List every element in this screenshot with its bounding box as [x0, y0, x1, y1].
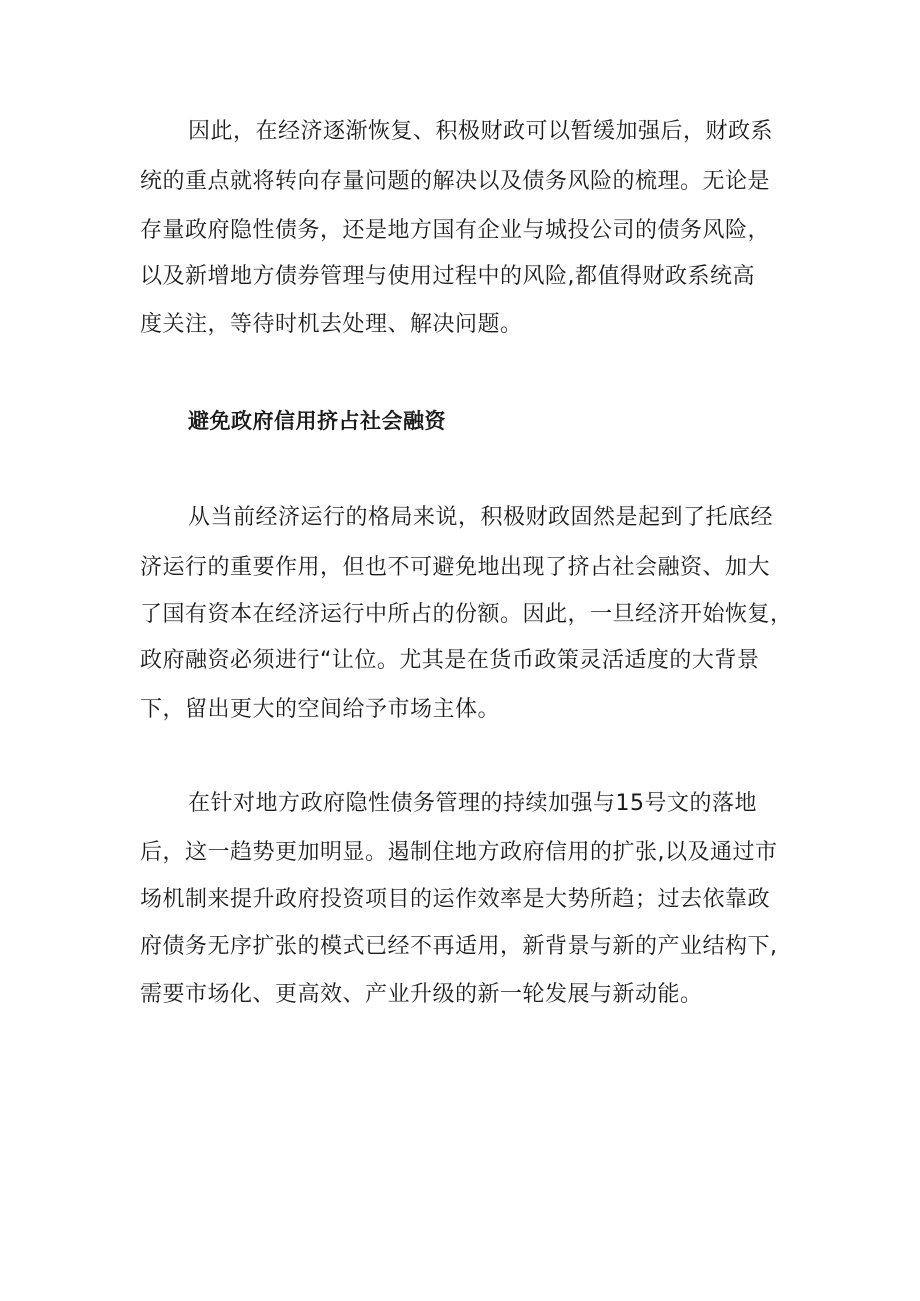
paragraph-3-line-3: 场机制来提升政府投资项目的运作效率是大势所趋；过去依靠政	[140, 887, 771, 912]
paragraph-1-line-5: 度关注，等待时机去处理、解决问题。	[140, 312, 523, 337]
paragraph-3-line-5: 需要市场化、更高效、产业升级的新一轮发展与新动能。	[140, 982, 703, 1007]
paragraph-3-line-1: 在针对地方政府隐性债务管理的持续加强与15号文的落地	[188, 791, 757, 816]
paragraph-1-line-4: 以及新增地方债券管理与使用过程中的风险,都值得财政系统高	[140, 264, 755, 289]
paragraph-2-line-2: 济运行的重要作用，但也不可避免地出现了挤占社会融资、加大	[140, 555, 771, 580]
paragraph-2-line-3: 了国有资本在经济运行中所占的份额。因此，一旦经济开始恢复，	[140, 602, 793, 627]
paragraph-3-line-4: 府债务无序扩张的模式已经不再适用，新背景与新的产业结构下,	[140, 934, 778, 959]
paragraph-1-line-1: 因此，在经济逐渐恢复、积极财政可以暂缓加强后，财政系	[188, 119, 774, 144]
section-heading: 避免政府信用挤占社会融资	[188, 409, 446, 433]
paragraph-2-line-5: 下，留出更大的空间给予市场主体。	[140, 697, 501, 722]
paragraph-2-line-4: 政府融资必须进行“让位。尤其是在货币政策灵活适度的大背景	[140, 648, 760, 673]
paragraph-2-line-1: 从当前经济运行的格局来说，积极财政固然是起到了托底经	[188, 505, 774, 530]
paragraph-3-line-2: 后，这一趋势更加明显。遏制住地方政府信用的扩张,以及通过市	[140, 840, 778, 865]
paragraph-1-line-2: 统的重点就将转向存量问题的解决以及债务风险的梳理。无论是	[140, 169, 771, 194]
paragraph-1-line-3: 存量政府隐性债务，还是地方国有企业与城投公司的债务风险，	[140, 218, 771, 243]
